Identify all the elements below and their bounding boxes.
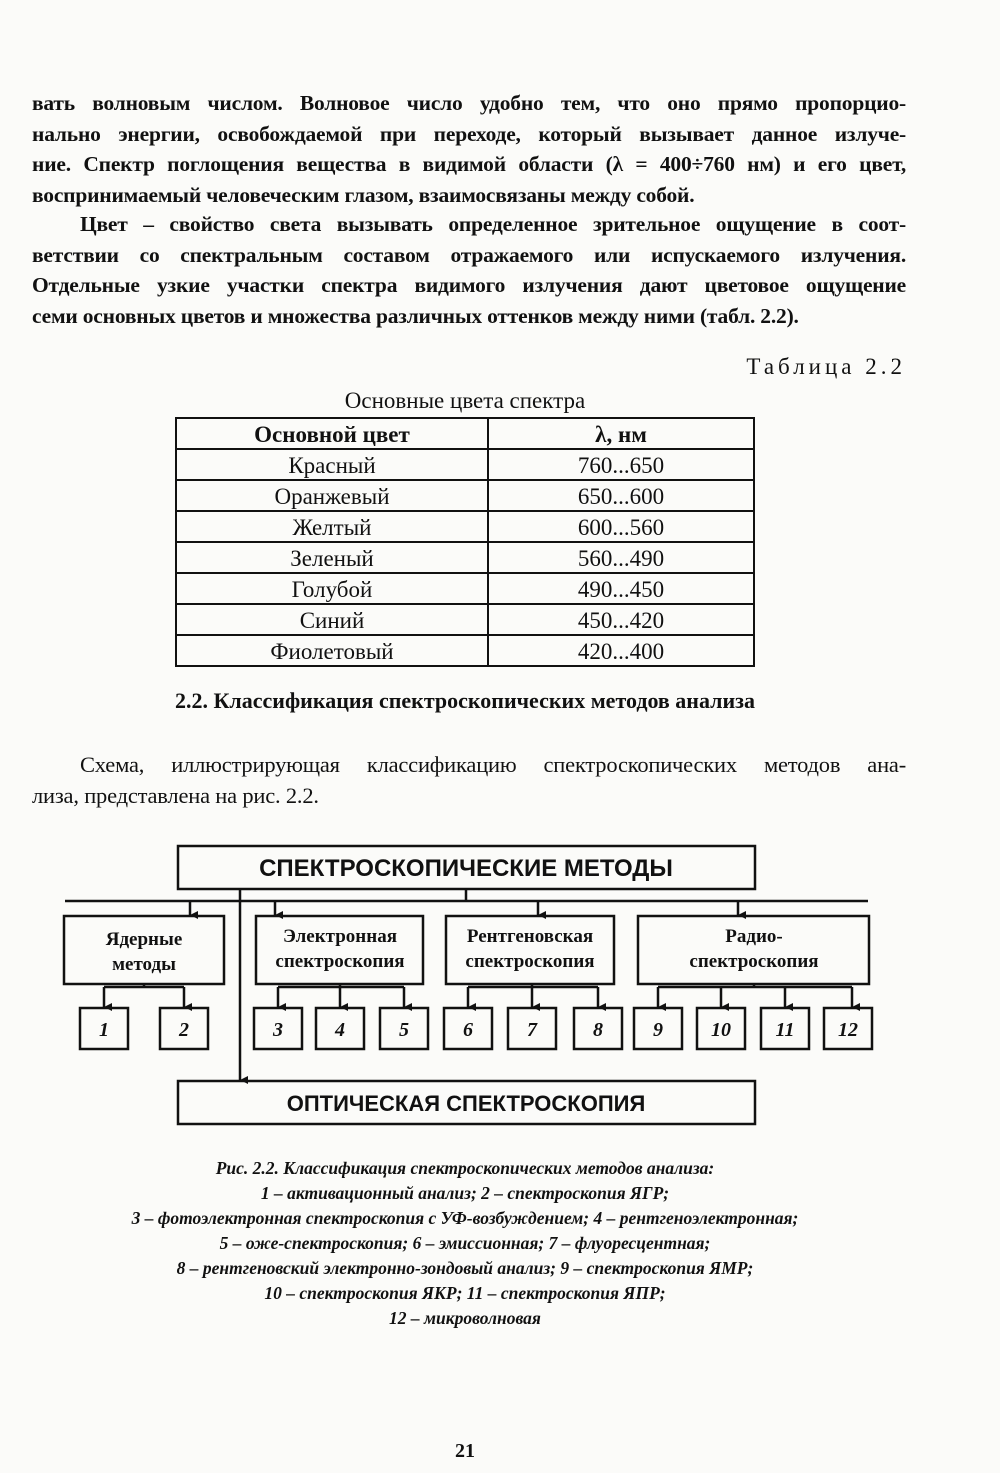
method-number: 12 [838, 1019, 858, 1041]
table-row [176, 480, 754, 511]
group-label: Ядерные [105, 929, 183, 950]
table-cell: Фиолетовый [176, 635, 488, 666]
table-row [176, 604, 754, 635]
table-cell: 760...650 [488, 449, 754, 480]
figure-caption [0, 1156, 930, 1331]
group-label: Рентгеновская [466, 926, 594, 947]
paragraph-line: ветствии со спектральным составом отражаемого или испускаемого излучения. [32, 242, 906, 267]
caption-line: 3 – фотоэлектронная спектроскопия с УФ-возбуждением; 4 – рентгеноэлектронная; [131, 1208, 799, 1228]
paragraph-scheme-intro [32, 750, 906, 811]
group-label: спектроскопия [465, 951, 595, 972]
table-header-cell: Основной цвет [176, 418, 488, 449]
method-number: 5 [399, 1019, 409, 1041]
paragraph-line: воспринимаемый человеческим глазом, взаимосвязаны между собой. [32, 182, 695, 207]
section-heading: 2.2. Классификация спектроскопических методов анализа [174, 688, 756, 713]
caption-line: Рис. 2.2. Классификация спектроскопических методов анализа: [215, 1158, 715, 1178]
paragraph-line: семи основных цветов и множества различных оттенков между ними (табл. 2.2). [32, 303, 799, 328]
group-label: Радио- [725, 926, 783, 947]
method-number: 7 [527, 1019, 537, 1041]
spectrum-colors-table [175, 417, 755, 667]
group-label: Электронная [283, 926, 397, 947]
group-label: спектроскопия [275, 951, 405, 972]
table-row [176, 573, 754, 604]
table-row [176, 542, 754, 573]
group-label: спектроскопия [689, 951, 819, 972]
table-cell: Желтый [176, 511, 488, 542]
paragraph-line: Цвет – свойство света вызывать определенное зрительное ощущение в соот- [80, 212, 906, 236]
caption-line: 10 – спектроскопия ЯКР; 11 – спектроскопия ЯПР; [264, 1283, 666, 1303]
caption-line: 5 – оже-спектроскопия; 6 – эмиссионная; 7 – флуоресцентная; [219, 1233, 711, 1253]
table-cell: 450...420 [488, 604, 754, 635]
method-number: 1 [99, 1019, 109, 1041]
table-cell: Зеленый [176, 542, 488, 573]
group-label: методы [112, 954, 176, 975]
paragraph-line: Схема, иллюстрирующая классификацию спектроскопических методов ана- [80, 752, 906, 777]
top-box-label: СПЕКТРОСКОПИЧЕСКИЕ МЕТОДЫ [259, 855, 673, 882]
table-cell: 490...450 [488, 573, 754, 604]
table-cell: Красный [176, 449, 488, 480]
page-number: 21 [455, 1440, 475, 1462]
paragraph-line: лиза, представлена на рис. 2.2. [32, 782, 319, 808]
paragraph-color [32, 209, 906, 331]
caption-line: 8 – рентгеновский электронно-зондовый анализ; 9 – спектроскопия ЯМР; [176, 1258, 754, 1278]
paragraph-line: Отдельные узкие участки спектра видимого излучения дают цветовое ощущение [32, 273, 906, 297]
method-number: 2 [179, 1019, 189, 1041]
table-cell: 600...560 [488, 511, 754, 542]
table-cell: 420...400 [488, 635, 754, 666]
caption-line: 12 – микроволновая [389, 1308, 541, 1328]
table-cell: Синий [176, 604, 488, 635]
classification-diagram [0, 830, 1000, 1140]
paragraph-line: нально энергии, освобождаемой при переходе, который вызывает данное излуче- [32, 121, 906, 146]
table-row [176, 511, 754, 542]
table-label: Таблица 2.2 [746, 354, 906, 379]
paragraph-line: ние. Спектр поглощения вещества в видимой области (λ = 400÷760 нм) и его цвет, [32, 152, 906, 176]
table-row [176, 449, 754, 480]
bottom-box-label: ОПТИЧЕСКАЯ СПЕКТРОСКОПИЯ [286, 1091, 646, 1116]
table-row [176, 635, 754, 666]
method-number: 10 [711, 1019, 731, 1041]
table-header-cell: λ, нм [488, 418, 754, 449]
table-cell: Оранжевый [176, 480, 488, 511]
paragraph-intro [32, 88, 906, 210]
method-number: 6 [463, 1019, 473, 1041]
caption-line: 1 – активационный анализ; 2 – спектроскопия ЯГР; [260, 1183, 670, 1203]
table-cell: Голубой [176, 573, 488, 604]
table-header-row [176, 418, 754, 449]
method-number: 8 [593, 1019, 603, 1041]
table-title: Основные цвета спектра [344, 388, 586, 413]
method-number: 3 [273, 1019, 283, 1041]
table-cell: 650...600 [488, 480, 754, 511]
paragraph-line: вать волновым числом. Волновое число удобно тем, что оно прямо пропорцио- [32, 91, 906, 115]
table-cell: 560...490 [488, 542, 754, 573]
method-number: 9 [653, 1019, 663, 1041]
method-number: 4 [335, 1019, 345, 1041]
method-number: 11 [775, 1019, 795, 1041]
